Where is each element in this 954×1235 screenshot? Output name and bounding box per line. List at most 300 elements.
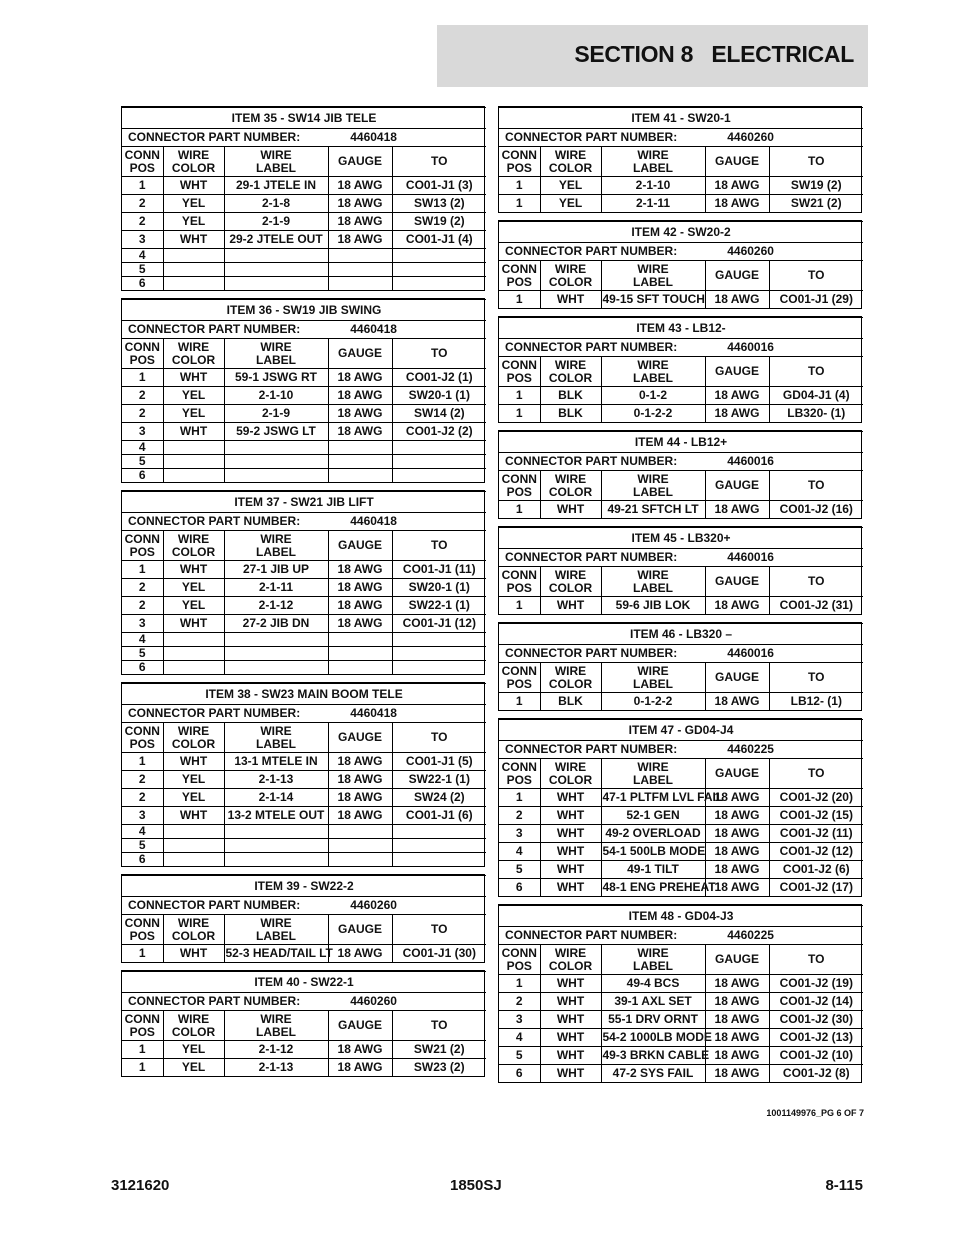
gauge-cell: [328, 455, 392, 469]
connector-item: [121, 682, 485, 867]
item-title-row: [499, 906, 863, 927]
connector-part-label: CONNECTOR PART NUMBER:: [128, 130, 301, 144]
conn-pos-header: [499, 261, 540, 291]
connector-table: [122, 971, 486, 1076]
conn-pos-cell: 1: [499, 597, 540, 615]
connector-item: [121, 970, 485, 1077]
to-cell: [392, 661, 486, 675]
wire-label-header-line: WIRE: [260, 915, 292, 930]
to-cell: SW23 (2): [392, 1059, 486, 1077]
wire-color-header-line: WIRE: [177, 339, 210, 354]
connector-part-number: [122, 897, 486, 915]
conn-pos-cell: 1: [499, 195, 540, 213]
wire-label-cell: 49-1 TILT: [601, 861, 705, 879]
to-cell: SW22-1 (1): [392, 771, 486, 789]
conn-pos-cell: 4: [499, 1029, 540, 1047]
column-header-row: [499, 147, 863, 177]
conn-pos-cell: 3: [122, 807, 163, 825]
connector-part-row: [499, 339, 863, 357]
conn-pos-cell: 1: [499, 405, 540, 423]
wire-color-header: [540, 945, 601, 975]
connector-part-value: 4460225: [727, 928, 774, 942]
connector-part-number: [499, 339, 863, 357]
connector-part-row: [122, 129, 486, 147]
connector-part-number: [499, 453, 863, 471]
conn-pos-cell: 1: [122, 945, 163, 963]
connector-part-value: 4460016: [727, 454, 774, 468]
wire-label-cell: 0-1-2-2: [601, 405, 705, 423]
item-title-row: [122, 876, 486, 897]
conn-pos-cell: 1: [499, 693, 540, 711]
wire-color-header-line: COLOR: [548, 274, 593, 289]
gauge-cell: [328, 825, 392, 839]
wire-label-header: [601, 567, 705, 597]
item-title-row: [122, 300, 486, 321]
wire-label-header: [224, 339, 328, 369]
to-cell: SW20-1 (1): [392, 387, 486, 405]
wire-color-header-line: COLOR: [171, 160, 216, 175]
conn-pos-header-line: CONN: [501, 357, 537, 372]
wire-color-cell: WHT: [540, 291, 601, 309]
connector-table: [499, 527, 863, 614]
table-row: [122, 579, 486, 597]
conn-pos-header-line: POS: [506, 370, 532, 385]
conn-pos-cell: 2: [122, 789, 163, 807]
wire-label-cell: 2-1-10: [601, 177, 705, 195]
gauge-cell: 18 AWG: [705, 1047, 769, 1065]
column-header-row: [122, 339, 486, 369]
table-row: [499, 861, 863, 879]
wire-color-cell: WHT: [163, 231, 224, 249]
conn-pos-cell: 6: [122, 277, 163, 291]
connector-part-row: [499, 243, 863, 261]
wire-label-cell: 47-1 PLTFM LVL FAIL: [601, 789, 705, 807]
wire-label-header-line: WIRE: [637, 567, 669, 582]
connector-part-label: CONNECTOR PART NUMBER:: [505, 646, 678, 660]
wire-color-cell: YEL: [540, 195, 601, 213]
wire-label-cell: 2-1-13: [224, 1059, 328, 1077]
to-cell: CO01-J1 (4): [392, 231, 486, 249]
table-row: [122, 177, 486, 195]
wire-label-cell: 2-1-13: [224, 771, 328, 789]
connector-table: [499, 905, 863, 1082]
gauge-cell: 18 AWG: [705, 501, 769, 519]
conn-pos-cell: 3: [499, 1011, 540, 1029]
conn-pos-header: [122, 147, 163, 177]
wire-color-cell: YEL: [163, 213, 224, 231]
conn-pos-cell: 1: [499, 789, 540, 807]
gauge-cell: 18 AWG: [328, 231, 392, 249]
wire-color-header: [163, 915, 224, 945]
conn-pos-cell: 5: [122, 263, 163, 277]
wire-label-cell: 29-2 JTELE OUT: [224, 231, 328, 249]
conn-pos-cell: 4: [122, 249, 163, 263]
wire-label-header-line: LABEL: [633, 772, 673, 787]
wire-color-cell: WHT: [540, 975, 601, 993]
conn-pos-cell: 4: [122, 825, 163, 839]
wire-color-header: [540, 663, 601, 693]
column-header-row: [499, 471, 863, 501]
to-cell: SW21 (2): [392, 1041, 486, 1059]
wire-color-cell: WHT: [540, 843, 601, 861]
to-cell: [392, 469, 486, 483]
connector-table: [499, 221, 863, 308]
to-cell: CO01-J2 (20): [769, 789, 863, 807]
wire-color-cell: [163, 647, 224, 661]
conn-pos-cell: 6: [499, 1065, 540, 1083]
wire-color-header: [540, 147, 601, 177]
wire-label-cell: 2-1-12: [224, 1041, 328, 1059]
conn-pos-cell: 4: [122, 633, 163, 647]
wire-label-header-line: LABEL: [633, 274, 673, 289]
wire-color-cell: [163, 839, 224, 853]
wire-label-header-line: WIRE: [637, 663, 669, 678]
wire-label-cell: 2-1-14: [224, 789, 328, 807]
wire-color-header-line: WIRE: [554, 759, 587, 774]
wire-label-header-line: LABEL: [256, 928, 296, 943]
connector-part-row: [499, 741, 863, 759]
wire-label-header-line: WIRE: [260, 339, 292, 354]
column-header-row: [499, 759, 863, 789]
wire-color-header-line: WIRE: [554, 663, 587, 678]
gauge-cell: 18 AWG: [705, 861, 769, 879]
to-cell: GD04-J1 (4): [769, 387, 863, 405]
wire-color-header: [540, 261, 601, 291]
connector-part-label: CONNECTOR PART NUMBER:: [128, 322, 301, 336]
conn-pos-header: [122, 339, 163, 369]
item-title-row: [499, 624, 863, 645]
connector-part-number: [499, 549, 863, 567]
conn-pos-cell: 6: [499, 879, 540, 897]
item-title: ITEM 43 - LB12-: [499, 318, 863, 339]
wire-label-header-line: WIRE: [637, 471, 669, 486]
conn-pos-header-line: POS: [129, 352, 155, 367]
wire-label-cell: 52-1 GEN: [601, 807, 705, 825]
wire-label-header-line: WIRE: [260, 147, 292, 162]
conn-pos-header-line: POS: [506, 580, 532, 595]
connector-part-value: 4460260: [350, 994, 397, 1008]
gauge-cell: [328, 853, 392, 867]
conn-pos-header: [499, 147, 540, 177]
gauge-cell: 18 AWG: [328, 579, 392, 597]
conn-pos-header-line: POS: [506, 772, 532, 787]
connector-part-label: CONNECTOR PART NUMBER:: [128, 898, 301, 912]
wire-color-cell: WHT: [163, 177, 224, 195]
connector-table: [499, 719, 863, 896]
item-title-row: [499, 318, 863, 339]
item-title: ITEM 44 - LB12+: [499, 432, 863, 453]
table-row: [122, 369, 486, 387]
connector-part-value: 4460016: [727, 340, 774, 354]
conn-pos-header: [122, 1011, 163, 1041]
wire-label-cell: [224, 661, 328, 675]
wire-color-header-line: COLOR: [171, 544, 216, 559]
table-row: [122, 771, 486, 789]
wire-label-header: [224, 1011, 328, 1041]
conn-pos-header-line: POS: [129, 928, 155, 943]
wire-label-header-line: WIRE: [637, 759, 669, 774]
table-row: [122, 387, 486, 405]
wire-label-cell: 55-1 DRV ORNT: [601, 1011, 705, 1029]
table-row: [122, 647, 486, 661]
to-cell: [392, 647, 486, 661]
gauge-cell: 18 AWG: [705, 879, 769, 897]
wire-color-header-line: COLOR: [548, 160, 593, 175]
gauge-cell: 18 AWG: [705, 975, 769, 993]
wire-color-cell: [163, 263, 224, 277]
wire-color-header-line: WIRE: [177, 915, 210, 930]
conn-pos-header-line: CONN: [501, 759, 537, 774]
connector-part-number: [499, 129, 863, 147]
connector-item: [498, 430, 862, 519]
table-row: [122, 249, 486, 263]
connector-table: [122, 491, 486, 674]
to-header: TO: [392, 147, 486, 177]
wire-color-cell: WHT: [540, 789, 601, 807]
wire-color-cell: WHT: [540, 597, 601, 615]
wire-color-header: [540, 357, 601, 387]
table-row: [122, 633, 486, 647]
to-cell: CO01-J2 (11): [769, 825, 863, 843]
wire-color-header-line: COLOR: [548, 958, 593, 973]
wire-color-cell: BLK: [540, 387, 601, 405]
connector-part-row: [499, 645, 863, 663]
to-cell: CO01-J1 (30): [392, 945, 486, 963]
to-cell: SW19 (2): [769, 177, 863, 195]
gauge-cell: 18 AWG: [705, 825, 769, 843]
table-row: [499, 693, 863, 711]
connector-part-row: [122, 513, 486, 531]
conn-pos-cell: 5: [122, 839, 163, 853]
to-cell: LB12- (1): [769, 693, 863, 711]
connector-item: [498, 904, 862, 1083]
wire-color-cell: WHT: [540, 993, 601, 1011]
wire-color-cell: WHT: [163, 369, 224, 387]
wire-label-cell: 27-1 JIB UP: [224, 561, 328, 579]
to-cell: [392, 249, 486, 263]
gauge-header: GAUGE: [328, 339, 392, 369]
item-title: ITEM 42 - SW20-2: [499, 222, 863, 243]
conn-pos-cell: 1: [122, 753, 163, 771]
table-row: [499, 597, 863, 615]
table-row: [122, 441, 486, 455]
connector-part-label: CONNECTOR PART NUMBER:: [128, 706, 301, 720]
wire-color-cell: WHT: [540, 861, 601, 879]
table-row: [499, 387, 863, 405]
gauge-cell: 18 AWG: [328, 177, 392, 195]
wire-label-cell: [224, 277, 328, 291]
connector-item: [121, 874, 485, 963]
wire-label-header: [224, 147, 328, 177]
connector-table: [499, 431, 863, 518]
conn-pos-cell: 2: [122, 771, 163, 789]
connector-part-number: [499, 645, 863, 663]
conn-pos-header-line: POS: [129, 1024, 155, 1039]
gauge-header: GAUGE: [328, 915, 392, 945]
wire-color-cell: YEL: [163, 597, 224, 615]
wire-color-header-line: WIRE: [554, 261, 587, 276]
conn-pos-header-line: CONN: [124, 1011, 160, 1026]
wire-color-cell: WHT: [163, 615, 224, 633]
wire-label-header-line: WIRE: [637, 261, 669, 276]
gauge-cell: 18 AWG: [328, 615, 392, 633]
connector-part-label: CONNECTOR PART NUMBER:: [505, 130, 678, 144]
wire-color-header-line: COLOR: [171, 1024, 216, 1039]
conn-pos-header-line: POS: [129, 160, 155, 175]
wire-label-cell: 54-2 1000LB MODE: [601, 1029, 705, 1047]
to-header: TO: [769, 147, 863, 177]
connector-item: [498, 220, 862, 309]
wire-color-header-line: WIRE: [554, 567, 587, 582]
gauge-cell: 18 AWG: [328, 597, 392, 615]
conn-pos-header-line: CONN: [124, 915, 160, 930]
wire-label-cell: 2-1-9: [224, 213, 328, 231]
connector-part-value: 4460016: [727, 646, 774, 660]
to-cell: [392, 455, 486, 469]
to-cell: [392, 633, 486, 647]
wire-label-cell: 52-3 HEAD/TAIL LT: [225, 946, 333, 960]
conn-pos-header-line: POS: [506, 676, 532, 691]
conn-pos-cell: 3: [122, 231, 163, 249]
wire-color-cell: WHT: [540, 1047, 601, 1065]
table-row: [122, 561, 486, 579]
connector-part-value: 4460418: [350, 514, 397, 528]
wire-label-cell: 49-2 OVERLOAD: [601, 825, 705, 843]
connector-part-number: [499, 741, 863, 759]
connector-part-value: 4460260: [727, 130, 774, 144]
gauge-cell: 18 AWG: [328, 753, 392, 771]
table-row: [499, 975, 863, 993]
conn-pos-cell: 1: [122, 561, 163, 579]
gauge-cell: 18 AWG: [328, 1059, 392, 1077]
conn-pos-cell: 1: [122, 1059, 163, 1077]
wire-label-cell: 2-1-9: [224, 405, 328, 423]
table-row: [122, 825, 486, 839]
table-row: [499, 177, 863, 195]
connector-part-label: CONNECTOR PART NUMBER:: [505, 742, 678, 756]
table-row: [499, 501, 863, 519]
wire-label-header-line: LABEL: [256, 1024, 296, 1039]
wire-color-header-line: COLOR: [171, 352, 216, 367]
conn-pos-header: [499, 357, 540, 387]
conn-pos-header-line: CONN: [501, 261, 537, 276]
wire-label-header-line: LABEL: [633, 580, 673, 595]
conn-pos-cell: 1: [499, 177, 540, 195]
gauge-cell: 18 AWG: [328, 423, 392, 441]
wire-label-header-line: WIRE: [260, 531, 292, 546]
conn-pos-header: [122, 723, 163, 753]
connector-item: [498, 316, 862, 423]
item-title: ITEM 45 - LB320+: [499, 528, 863, 549]
conn-pos-cell: 2: [122, 597, 163, 615]
gauge-header: GAUGE: [705, 357, 769, 387]
gauge-cell: 18 AWG: [705, 807, 769, 825]
conn-pos-header: [499, 567, 540, 597]
wire-color-cell: WHT: [540, 807, 601, 825]
connector-part-number: [122, 993, 486, 1011]
gauge-cell: 18 AWG: [328, 195, 392, 213]
item-title-row: [499, 432, 863, 453]
to-cell: CO01-J2 (19): [769, 975, 863, 993]
wire-label-header-line: WIRE: [637, 357, 669, 372]
to-cell: CO01-J1 (11): [392, 561, 486, 579]
wire-label-header-line: LABEL: [256, 352, 296, 367]
table-row: [499, 405, 863, 423]
connector-part-value: 4460016: [727, 550, 774, 564]
to-cell: CO01-J1 (5): [392, 753, 486, 771]
connector-part-label: CONNECTOR PART NUMBER:: [505, 244, 678, 258]
gauge-cell: 18 AWG: [705, 177, 769, 195]
wire-label-header: [601, 261, 705, 291]
to-header: TO: [769, 357, 863, 387]
table-row: [122, 597, 486, 615]
wire-label-cell: [224, 853, 328, 867]
conn-pos-header: [122, 915, 163, 945]
connector-item: [121, 490, 485, 675]
gauge-cell: [328, 441, 392, 455]
wire-color-cell: [163, 469, 224, 483]
table-row: [122, 661, 486, 675]
connector-table: [122, 299, 486, 482]
connector-item: [498, 718, 862, 897]
connector-item: [498, 622, 862, 711]
wire-color-header: [163, 723, 224, 753]
wire-color-cell: [163, 825, 224, 839]
to-header: TO: [769, 471, 863, 501]
to-cell: SW24 (2): [392, 789, 486, 807]
wire-label-header-line: LABEL: [633, 484, 673, 499]
connector-part-number: [122, 321, 486, 339]
conn-pos-cell: 1: [122, 1041, 163, 1059]
to-header: TO: [392, 1011, 486, 1041]
connector-table: [122, 107, 486, 290]
wire-color-header-line: WIRE: [554, 945, 587, 960]
wire-label-cell: [224, 469, 328, 483]
wire-color-cell: WHT: [163, 423, 224, 441]
table-row: [122, 405, 486, 423]
wire-color-cell: [163, 661, 224, 675]
wire-label-header-line: LABEL: [256, 544, 296, 559]
page-reference-note: 1001149976_PG 6 OF 7: [766, 1108, 864, 1118]
gauge-cell: 18 AWG: [705, 993, 769, 1011]
wire-color-header-line: WIRE: [554, 471, 587, 486]
gauge-cell: 18 AWG: [705, 1065, 769, 1083]
wire-color-header-line: WIRE: [177, 531, 210, 546]
connector-table: [499, 107, 863, 212]
table-row: [122, 807, 486, 825]
conn-pos-cell: 1: [122, 369, 163, 387]
to-cell: CO01-J2 (14): [769, 993, 863, 1011]
wire-color-cell: WHT: [540, 1029, 601, 1047]
connector-part-row: [122, 705, 486, 723]
to-header: TO: [392, 723, 486, 753]
gauge-cell: 18 AWG: [328, 1041, 392, 1059]
table-row: [122, 277, 486, 291]
wire-label-cell: [224, 263, 328, 277]
to-cell: [392, 277, 486, 291]
table-row: [499, 1011, 863, 1029]
gauge-header: GAUGE: [705, 471, 769, 501]
conn-pos-header-line: POS: [506, 274, 532, 289]
wire-label-header: [601, 147, 705, 177]
wire-label-cell: 49-15 SFT TOUCH: [602, 292, 705, 306]
wire-label-header: [601, 945, 705, 975]
conn-pos-cell: 5: [122, 455, 163, 469]
wire-label-header-line: LABEL: [633, 958, 673, 973]
to-header: TO: [392, 915, 486, 945]
conn-pos-cell: 6: [122, 661, 163, 675]
wire-label-cell: 0-1-2-2: [601, 693, 705, 711]
